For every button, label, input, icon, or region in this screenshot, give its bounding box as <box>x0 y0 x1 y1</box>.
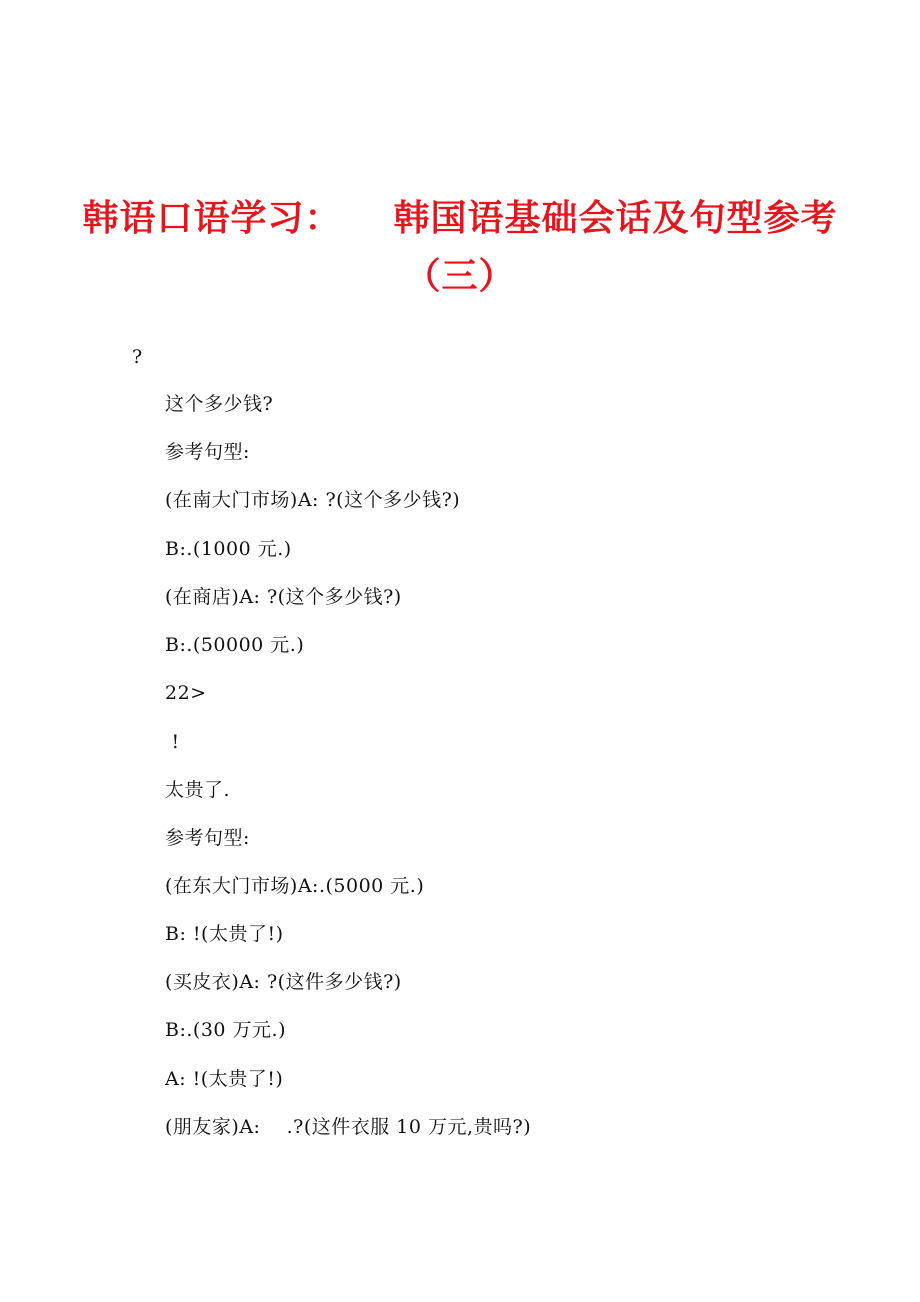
text-line: ? <box>132 346 143 368</box>
text-line: 太贵了. <box>165 779 231 801</box>
document-title <box>60 190 860 306</box>
text-line: B:.(50000 元.) <box>165 634 305 656</box>
title-line-2: （三） <box>404 256 516 297</box>
text-line: B:.(30 万元.) <box>165 1019 286 1041</box>
title-line-1 <box>60 190 860 248</box>
title-part-1: 韩语口语学习： <box>82 198 342 239</box>
text-line: B:.(1000 元.) <box>165 538 292 560</box>
text-line: (买皮衣)A: ?(这件多少钱?) <box>165 971 402 993</box>
text-line: ! <box>165 731 180 753</box>
text-line: 22> <box>165 682 207 704</box>
text-line: (在南大门市场)A: ?(这个多少钱?) <box>165 489 461 511</box>
text-line: A: !(太贵了!) <box>165 1068 284 1090</box>
text-line: 这个多少钱? <box>165 393 274 415</box>
text-line: 参考句型: <box>165 441 250 463</box>
text-line: (朋友家)A: .?(这件衣服 10 万元,贵吗?) <box>165 1116 532 1138</box>
text-line: (在东大门市场)A:.(5000 元.) <box>165 875 425 897</box>
text-line: B: !(太贵了!) <box>165 923 284 945</box>
title-part-2: 韩国语基础会话及句型参考 <box>393 198 838 239</box>
text-line: (在商店)A: ?(这个多少钱?) <box>165 586 402 608</box>
text-line: 参考句型: <box>165 827 250 849</box>
